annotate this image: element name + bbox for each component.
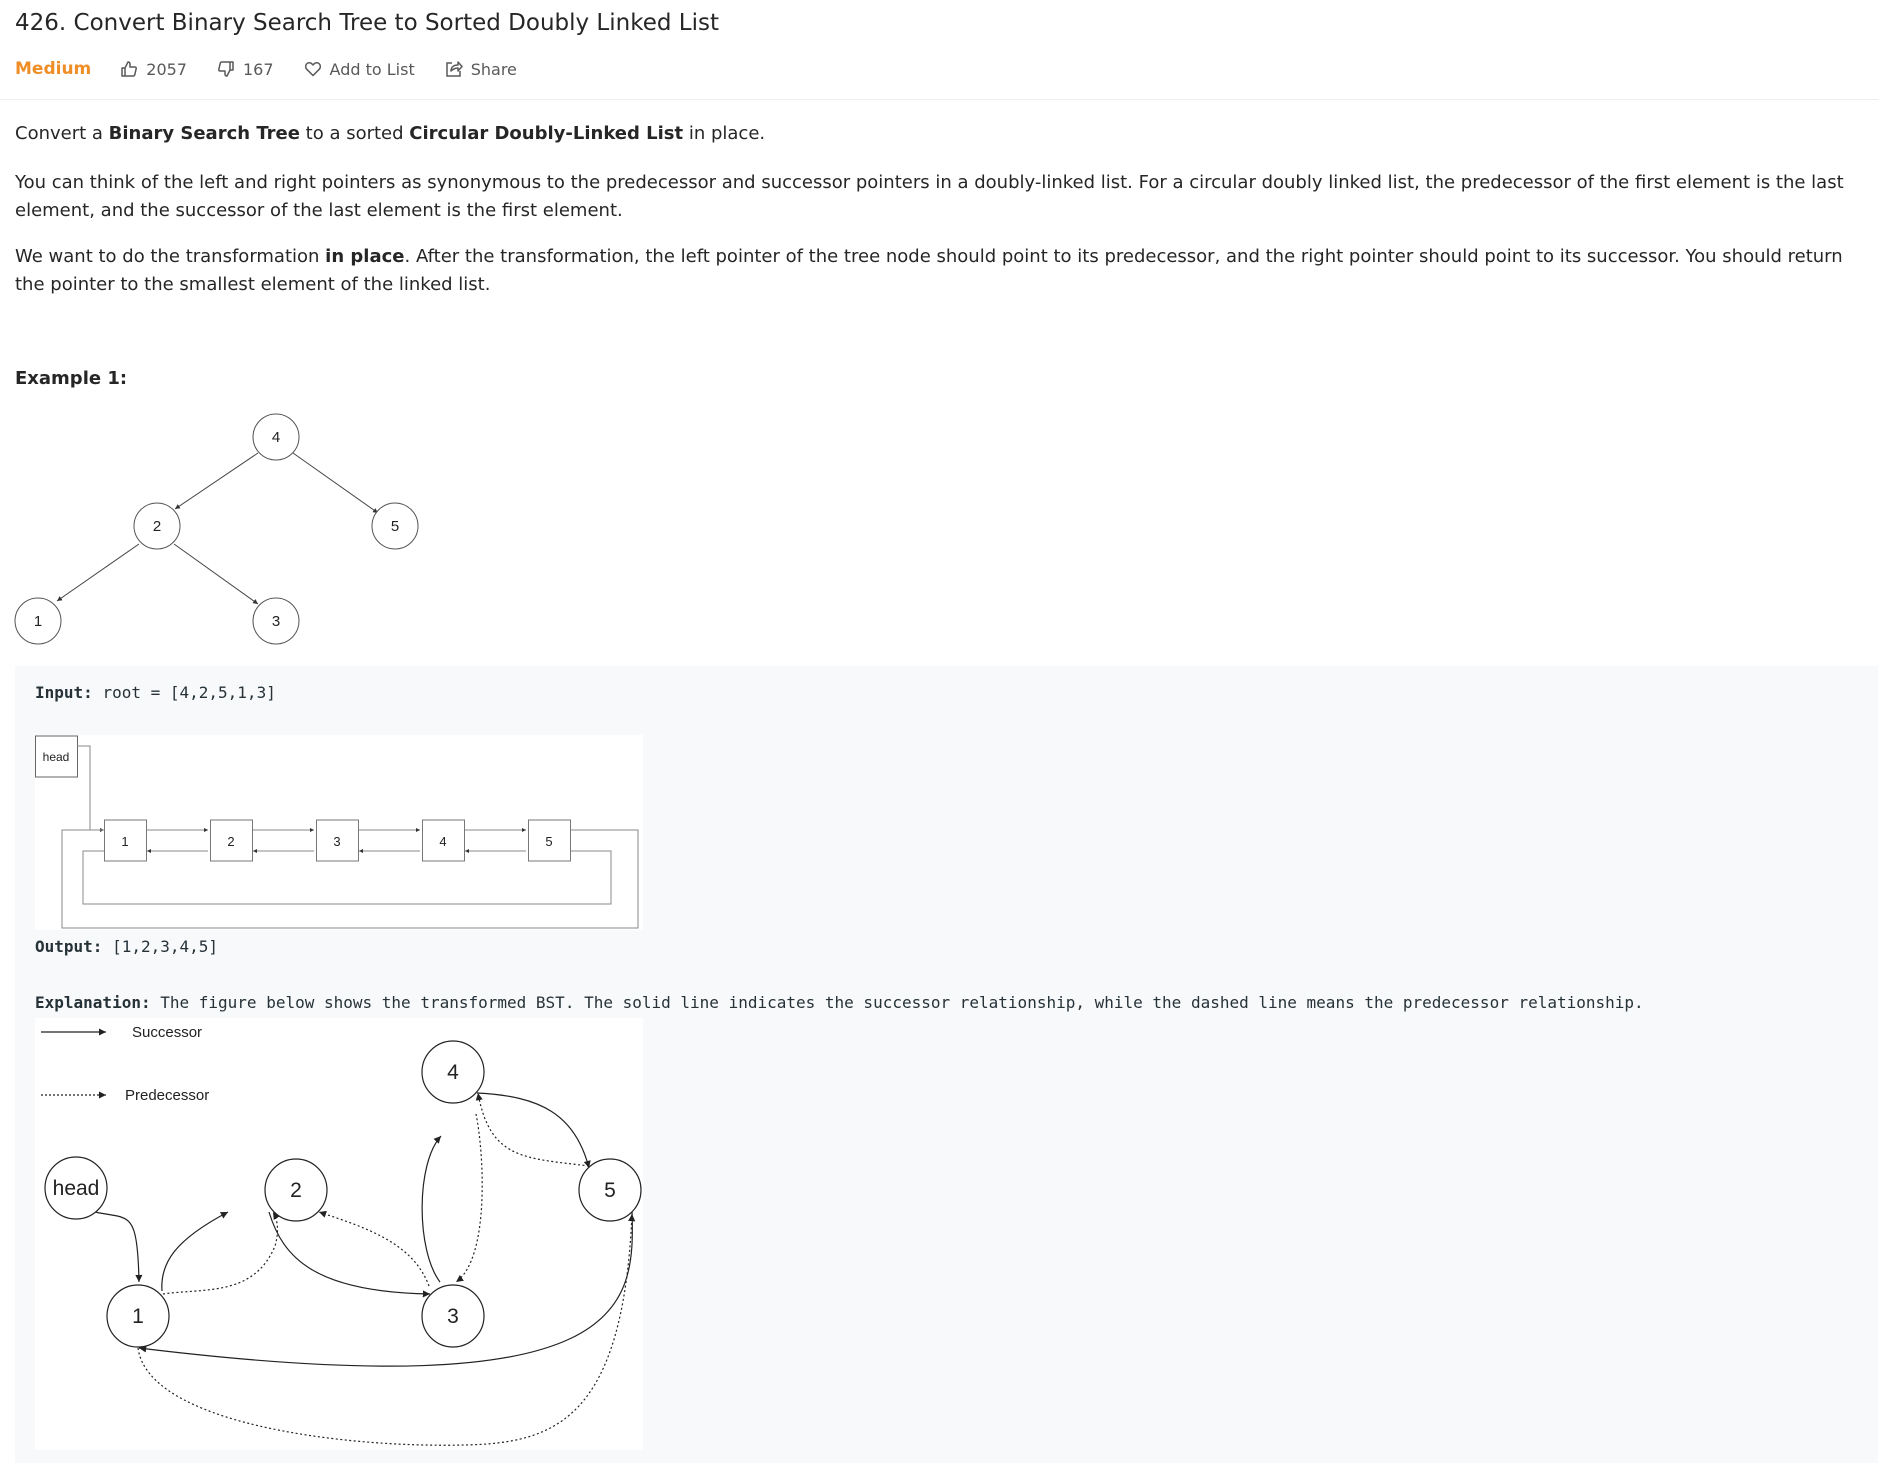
like-count: 2057 [146, 59, 187, 79]
tree-node [253, 598, 299, 644]
linked-list-image [35, 735, 643, 930]
svg-text:5: 5 [604, 1179, 616, 1202]
example-title: Example 1: [15, 368, 128, 389]
heart-icon [304, 60, 322, 78]
thumbs-up-icon [120, 60, 138, 78]
legend [41, 1024, 209, 1104]
example-tree-image [0, 405, 440, 655]
thumbs-down-icon [217, 60, 235, 78]
list-node [529, 820, 571, 861]
svg-text:3: 3 [333, 834, 341, 849]
svg-text:1: 1 [132, 1305, 144, 1328]
svg-text:1: 1 [33, 613, 43, 630]
svg-text:4: 4 [439, 834, 447, 849]
svg-text:5: 5 [545, 834, 553, 849]
list-head-box [36, 736, 78, 777]
output-label: Output: [35, 937, 103, 956]
dislike-button[interactable] [217, 60, 274, 79]
explanation-line [35, 993, 1644, 1012]
graph-node [422, 1285, 484, 1347]
list-node [211, 820, 253, 861]
output-value: [1,2,3,4,5] [112, 937, 219, 956]
tree-node [372, 503, 418, 549]
input-line [35, 683, 276, 702]
problem-title: 426. Convert Binary Search Tree to Sorted Doubly Linked List [15, 10, 719, 36]
list-node [317, 820, 359, 861]
legend-predecessor-label: Predecessor [125, 1087, 210, 1104]
add-to-list-label: Add to List [329, 59, 415, 79]
tree-node [15, 598, 61, 644]
explanation-text: The figure below shows the transformed BST. The solid line indicates the successor relationship, while the dashed line means the predecessor relationship. [160, 993, 1644, 1012]
graph-node [422, 1041, 484, 1103]
graph-node [107, 1285, 169, 1347]
share-button[interactable] [445, 60, 517, 79]
description-paragraph-3: We want to do the transformation in place. After the transformation, the left pointer of the tree node should point to its predecessor, and the right pointer should point to its successor. You should return the pointer to the smallest element of the linked list. [15, 246, 1843, 295]
header-divider [0, 99, 1878, 100]
description-paragraph-1: Convert a Binary Search Tree to a sorted Circular Doubly-Linked List in place. [15, 123, 766, 144]
svg-text:2: 2 [290, 1179, 302, 1202]
svg-text:1: 1 [121, 834, 129, 849]
svg-text:2: 2 [152, 518, 162, 535]
svg-text:head: head [52, 1177, 100, 1200]
share-icon [445, 60, 463, 78]
list-node [105, 820, 147, 861]
graph-node [265, 1159, 327, 1221]
tree-node [253, 414, 299, 460]
svg-text:4: 4 [447, 1061, 459, 1084]
output-line [35, 937, 218, 956]
svg-text:2: 2 [227, 834, 235, 849]
problem-meta-bar [15, 57, 547, 81]
description-paragraph-2: You can think of the left and right pointers as synonymous to the predecessor and successor pointers in a doubly-linked list. For a circular doubly linked list, the predecessor of the first element is the last element, and the successor of the last element is the first element. [15, 172, 1844, 221]
graph-head-node [45, 1157, 107, 1219]
add-to-list-button[interactable] [304, 60, 415, 79]
graph-node [579, 1159, 641, 1221]
list-node [423, 820, 465, 861]
difficulty-badge: Medium [15, 59, 92, 79]
tree-node [134, 503, 180, 549]
input-label: Input: [35, 683, 93, 702]
legend-successor-label: Successor [132, 1024, 203, 1041]
input-value: root = [4,2,5,1,3] [102, 683, 276, 702]
svg-text:3: 3 [447, 1305, 459, 1328]
svg-text:3: 3 [271, 613, 281, 630]
svg-text:4: 4 [271, 429, 281, 446]
like-button[interactable] [120, 60, 187, 79]
transformed-bst-image [35, 1018, 643, 1450]
share-label: Share [470, 59, 517, 79]
explanation-label: Explanation: [35, 993, 151, 1012]
dislike-count: 167 [242, 59, 274, 79]
svg-text:head: head [42, 750, 70, 764]
svg-text:5: 5 [390, 518, 400, 535]
